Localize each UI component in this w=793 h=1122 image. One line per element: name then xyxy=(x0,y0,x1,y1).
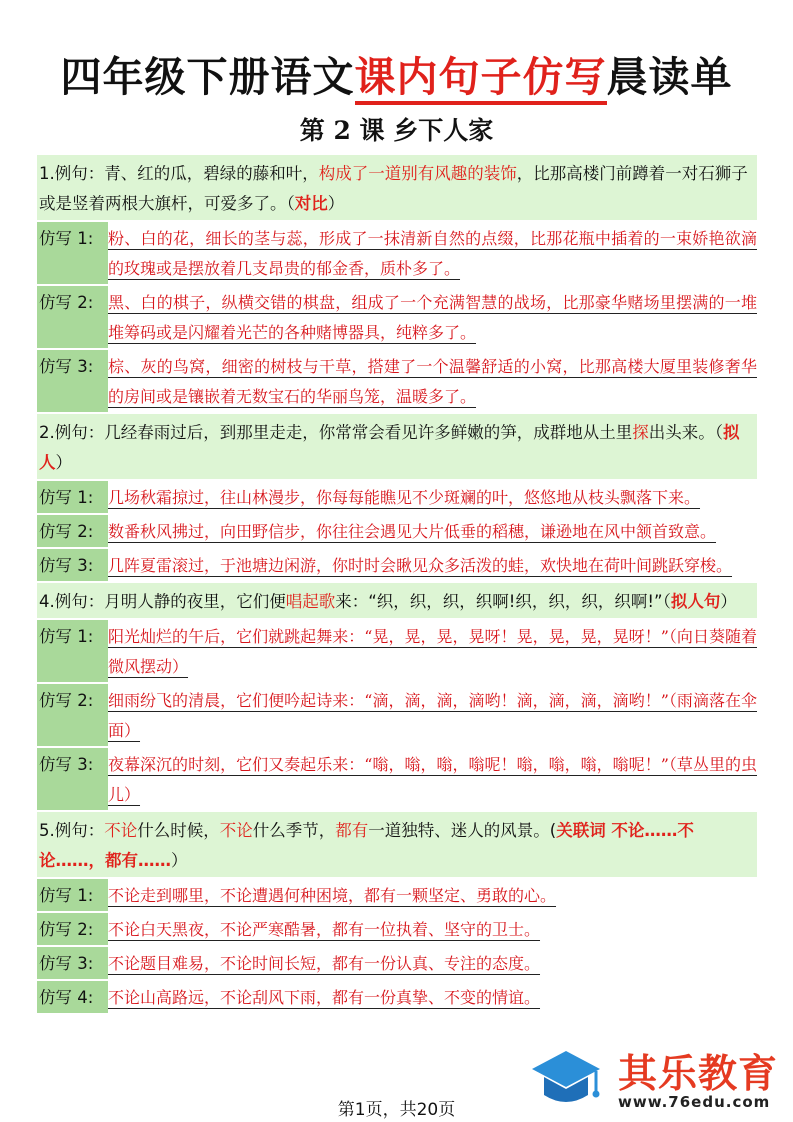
example-text: ） xyxy=(55,453,72,472)
imitation-label: 仿写 2: xyxy=(37,286,108,348)
example-keyword: 拟人 xyxy=(39,423,740,472)
imitation-sentence: 夜幕深沉的时刻，它们又奏起乐来：“嗡，嗡，嗡，嗡呢！嗡，嗡，嗡，嗡呢！”（草丛里的虫儿） xyxy=(108,755,757,804)
example-keyword: 拟人句 xyxy=(670,592,721,611)
imitation-sentence: 粉、白的花，细长的茎与蕊，形成了一抹清新自然的点缀，比那花瓶中插着的一束娇艳欲滴的玫瑰或是摆放着几支昂贵的郁金香，质朴多了。 xyxy=(108,229,757,278)
imitation-sentence: 棕、灰的鸟窝，细密的树枝与干草，搭建了一个温馨舒适的小窝，比那高楼大厦里装修奢华的房间或是镶嵌着无数宝石的华丽鸟笼，温暖多了。 xyxy=(108,357,757,406)
watermark-logo xyxy=(530,1041,790,1117)
imitation-label: 仿写 1: xyxy=(37,879,108,911)
example-text: 来：“织，织，织，织啊!织，织，织，织啊!”（ xyxy=(335,592,671,611)
imitation-item xyxy=(37,549,757,581)
imitation-label: 仿写 3: xyxy=(37,748,108,810)
graduation-cap-icon xyxy=(530,1047,602,1113)
imitation-sentence: 不论白天黑夜，不论严寒酷暑，都有一位执着、坚守的卫士。 xyxy=(108,920,541,939)
example-keyword: 唱起歌 xyxy=(285,592,336,611)
imitation-label: 仿写 1: xyxy=(37,481,108,513)
imitation-item xyxy=(37,684,757,746)
imitation-sentence: 阳光灿烂的午后，它们就跳起舞来：“晃，晃，晃，晃呀！晃，晃，晃，晃呀！”（向日葵随着微风摆动） xyxy=(108,627,757,676)
example-text: 出头来。（ xyxy=(648,423,723,442)
example-text: ） xyxy=(327,194,345,213)
example-keyword: 构成了一道别有风趣的装饰 xyxy=(318,164,517,183)
example-text: 5.例句： xyxy=(39,821,105,840)
example-text: 4.例句：月明人静的夜里，它们便 xyxy=(39,592,286,611)
imitation-sentence: 细雨纷飞的清晨，它们便吟起诗来：“滴，滴，滴，滴哟！滴，滴，滴，滴哟！”（雨滴落在伞面） xyxy=(108,691,757,740)
title-highlight: 课内句子仿写 xyxy=(355,53,607,105)
example-sentence xyxy=(37,414,757,479)
imitation-sentence: 几阵夏雷滚过，于池塘边闲游，你时时会瞅见众多活泼的蛙，欢快地在荷叶间跳跃穿梭。 xyxy=(108,556,733,575)
example-keyword: 不论 xyxy=(104,821,138,840)
imitation-label: 仿写 2: xyxy=(37,515,108,547)
example-text: ，比那高楼门前蹲着一对石狮子或是竖着两根大旗杆，可爱多了。（ xyxy=(39,164,748,213)
imitation-item xyxy=(37,481,757,513)
title-prefix: 四年级下册语文 xyxy=(60,53,355,101)
imitation-label: 仿写 2: xyxy=(37,684,108,746)
imitation-sentence: 几场秋霜掠过，往山林漫步，你每每能瞧见不少斑斓的叶，悠悠地从枝头飘落下来。 xyxy=(108,488,701,507)
imitation-item xyxy=(37,286,757,348)
imitation-label: 仿写 2: xyxy=(37,913,108,945)
example-sentence xyxy=(37,155,757,220)
watermark-url: www.76edu.com xyxy=(618,1093,771,1111)
imitation-item xyxy=(37,947,757,979)
example-text: 什么时候， xyxy=(137,821,220,840)
imitation-item xyxy=(37,748,757,810)
example-text: 1.例句：青、红的瓜，碧绿的藤和叶， xyxy=(39,164,319,183)
exercise-list xyxy=(37,153,757,1013)
imitation-item xyxy=(37,913,757,945)
example-keyword: 对比 xyxy=(294,194,328,213)
example-text: 2.例句：几经春雨过后，到那里走走，你常常会看见许多鲜嫩的笋，成群地从土里 xyxy=(39,423,633,442)
imitation-label: 仿写 3: xyxy=(37,947,108,979)
imitation-sentence: 不论走到哪里，不论遭遇何种困境，都有一颗坚定、勇敢的心。 xyxy=(108,886,557,905)
imitation-item xyxy=(37,879,757,911)
imitation-item xyxy=(37,222,757,284)
imitation-item xyxy=(37,620,757,682)
example-text: ） xyxy=(720,592,737,611)
lesson-title: 第 2 课 乡下人家 xyxy=(299,116,494,145)
example-keyword: 探 xyxy=(632,423,649,442)
example-text: 什么季节， xyxy=(252,821,336,840)
example-text: ） xyxy=(171,851,188,870)
imitation-sentence: 不论山高路远，不论刮风下雨，都有一份真挚、不变的情谊。 xyxy=(108,988,541,1007)
title-suffix: 晨读单 xyxy=(606,53,733,101)
imitation-label: 仿写 3: xyxy=(37,549,108,581)
imitation-label: 仿写 4: xyxy=(37,981,108,1013)
imitation-item xyxy=(37,350,757,412)
page-number: 第1页，共20页 xyxy=(337,1100,456,1120)
page-title xyxy=(0,44,793,103)
imitation-label: 仿写 3: xyxy=(37,350,108,412)
example-keyword: 不论 xyxy=(219,821,253,840)
example-keyword: 关联词 不论……不论……，都有…… xyxy=(39,821,694,870)
example-keyword: 都有 xyxy=(335,821,369,840)
example-text: 一道独特、迷人的风景。( xyxy=(368,821,557,840)
example-sentence xyxy=(37,812,757,877)
imitation-label: 仿写 1: xyxy=(37,620,108,682)
imitation-label: 仿写 1: xyxy=(37,222,108,284)
imitation-sentence: 数番秋风拂过，向田野信步，你往往会遇见大片低垂的稻穗，谦逊地在风中颔首致意。 xyxy=(108,522,717,541)
imitation-item xyxy=(37,981,757,1013)
imitation-item xyxy=(37,515,757,547)
imitation-sentence: 黑、白的棋子，纵横交错的棋盘，组成了一个充满智慧的战场，比那豪华赌场里摆满的一堆堆筹码或是闪耀着光芒的各种赌博器具，纯粹多了。 xyxy=(108,293,757,342)
imitation-sentence: 不论题目难易，不论时间长短，都有一份认真、专注的态度。 xyxy=(108,954,541,973)
example-sentence xyxy=(37,583,757,618)
watermark-name: 其乐教育 xyxy=(618,1052,779,1097)
